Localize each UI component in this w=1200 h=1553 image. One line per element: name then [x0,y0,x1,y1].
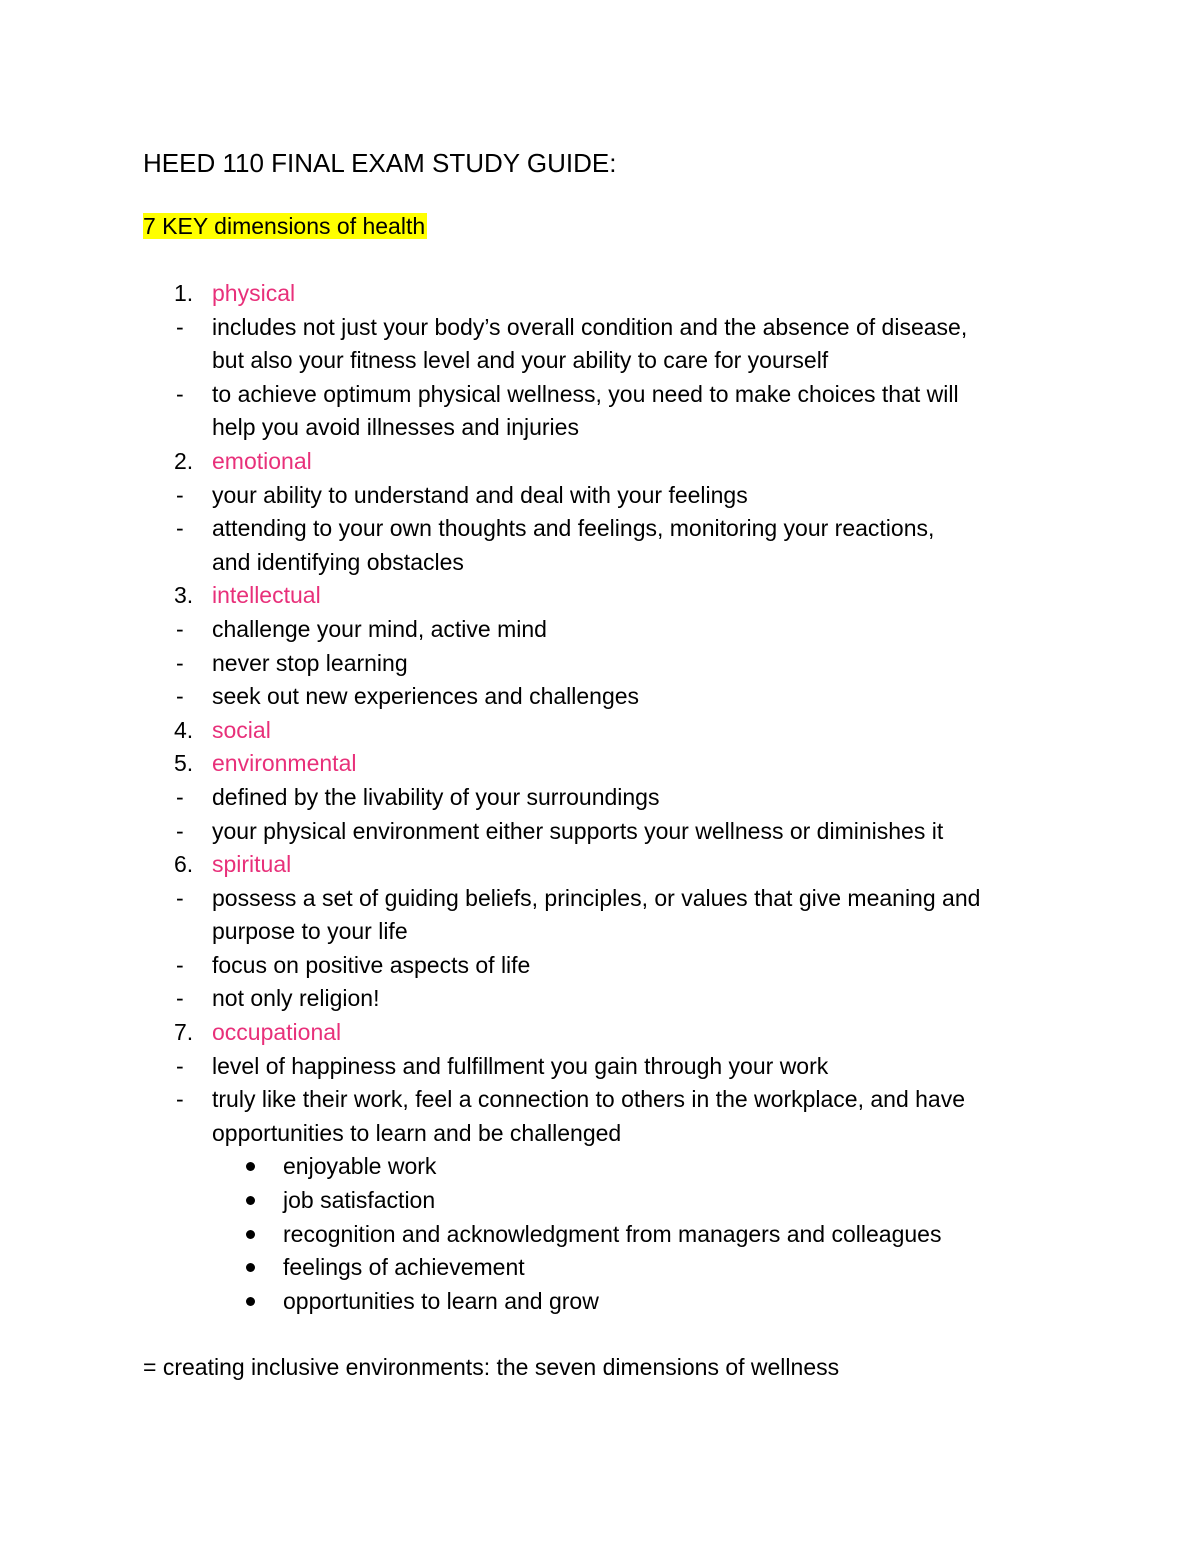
line-text: intellectual [212,582,321,609]
dimension-heading [0,1016,1200,1050]
bullet-dot-icon [246,1263,255,1272]
dash-marker: - [176,884,184,911]
line-text: possess a set of guiding beliefs, principles, or values that give meaning and [212,884,981,911]
dash-item [0,613,1200,647]
dimension-heading [0,747,1200,781]
line-text: truly like their work, feel a connection to others in the workplace, and have [212,1086,966,1113]
line-text: attending to your own thoughts and feelings, monitoring your reactions, [212,515,935,542]
line-text: your ability to understand and deal with your feelings [212,481,748,508]
dash-item [0,512,1200,546]
line-text: emotional [212,447,312,474]
dash-marker: - [176,951,184,978]
line-text: and identifying obstacles [212,548,464,575]
footer-note: = creating inclusive environments: the seven dimensions of wellness [143,1354,840,1380]
continuation-line [0,344,1200,378]
line-text: seek out new experiences and challenges [212,683,640,710]
line-text: focus on positive aspects of life [212,951,531,978]
dash-marker: - [176,1086,184,1113]
dash-item [0,1083,1200,1117]
dash-marker: - [176,817,184,844]
bullet-item [0,1285,1200,1319]
bullet-item [0,1150,1200,1184]
list-number: 2. [174,447,194,474]
line-text: recognition and acknowledgment from managers and colleagues [283,1220,942,1247]
bullet-item [0,1251,1200,1285]
bullet-dot-icon [246,1230,255,1239]
line-text: but also your fitness level and your ability to care for yourself [212,347,829,374]
line-text: to achieve optimum physical wellness, you need to make choices that will [212,380,959,407]
dash-marker: - [176,380,184,407]
line-text: defined by the livability of your surroundings [212,783,660,810]
dash-item [0,311,1200,345]
dash-item [0,949,1200,983]
line-text: enjoyable work [283,1153,437,1180]
bullet-dot-icon [246,1297,255,1306]
line-text: help you avoid illnesses and injuries [212,414,579,441]
bullet-dot-icon [246,1196,255,1205]
dash-item [0,647,1200,681]
dash-marker: - [176,783,184,810]
line-text: not only religion! [212,985,380,1012]
dimension-heading [0,714,1200,748]
continuation-line [0,411,1200,445]
dash-marker: - [176,683,184,710]
list-number: 6. [174,851,194,878]
dash-marker: - [176,985,184,1012]
dash-item [0,479,1200,513]
line-text: occupational [212,1019,342,1046]
dimension-heading [0,579,1200,613]
line-text: physical [212,280,296,306]
line-text: level of happiness and fulfillment you gain through your work [212,1052,829,1079]
line-text: includes not just your body’s overall condition and the absence of disease, [212,313,968,340]
bullet-item [0,1218,1200,1252]
dash-item [0,982,1200,1016]
dimension-heading [0,445,1200,479]
document-title: HEED 110 FINAL EXAM STUDY GUIDE: [143,148,617,178]
dimensions-list [0,277,1200,1318]
line-text: job satisfaction [283,1187,436,1214]
continuation-line [0,915,1200,949]
list-number: 7. [174,1019,194,1046]
dash-item [0,815,1200,849]
line-text: never stop learning [212,649,408,676]
dash-item [0,378,1200,412]
dash-item [0,882,1200,916]
line-text: environmental [212,750,357,777]
dash-marker: - [176,515,184,542]
line-text: your physical environment either supports your wellness or diminishes it [212,817,944,844]
continuation-line [0,1117,1200,1151]
line-text: opportunities to learn and grow [283,1287,599,1314]
dash-item [0,680,1200,714]
list-number: 3. [174,582,194,609]
dash-marker: - [176,1052,184,1079]
line-text: opportunities to learn and be challenged [212,1119,622,1146]
bullet-dot-icon [246,1162,255,1171]
dash-item [0,1050,1200,1084]
dash-marker: - [176,481,184,508]
line-text: challenge your mind, active mind [212,615,547,642]
line-text: purpose to your life [212,918,408,945]
list-number: 5. [174,750,194,777]
list-number: 1. [174,280,194,306]
dash-marker: - [176,615,184,642]
list-number: 4. [174,716,194,743]
dimension-heading [0,848,1200,882]
dash-item [0,781,1200,815]
highlighted-subtitle-text: 7 KEY dimensions of health [143,213,426,239]
line-text: spiritual [212,851,292,878]
section-subtitle [143,210,427,242]
dash-marker: - [176,649,184,676]
bullet-item [0,1184,1200,1218]
continuation-line [0,546,1200,580]
line-text: feelings of achievement [283,1254,525,1281]
line-text: social [212,716,271,743]
dimension-heading [0,277,1200,311]
dash-marker: - [176,313,184,340]
